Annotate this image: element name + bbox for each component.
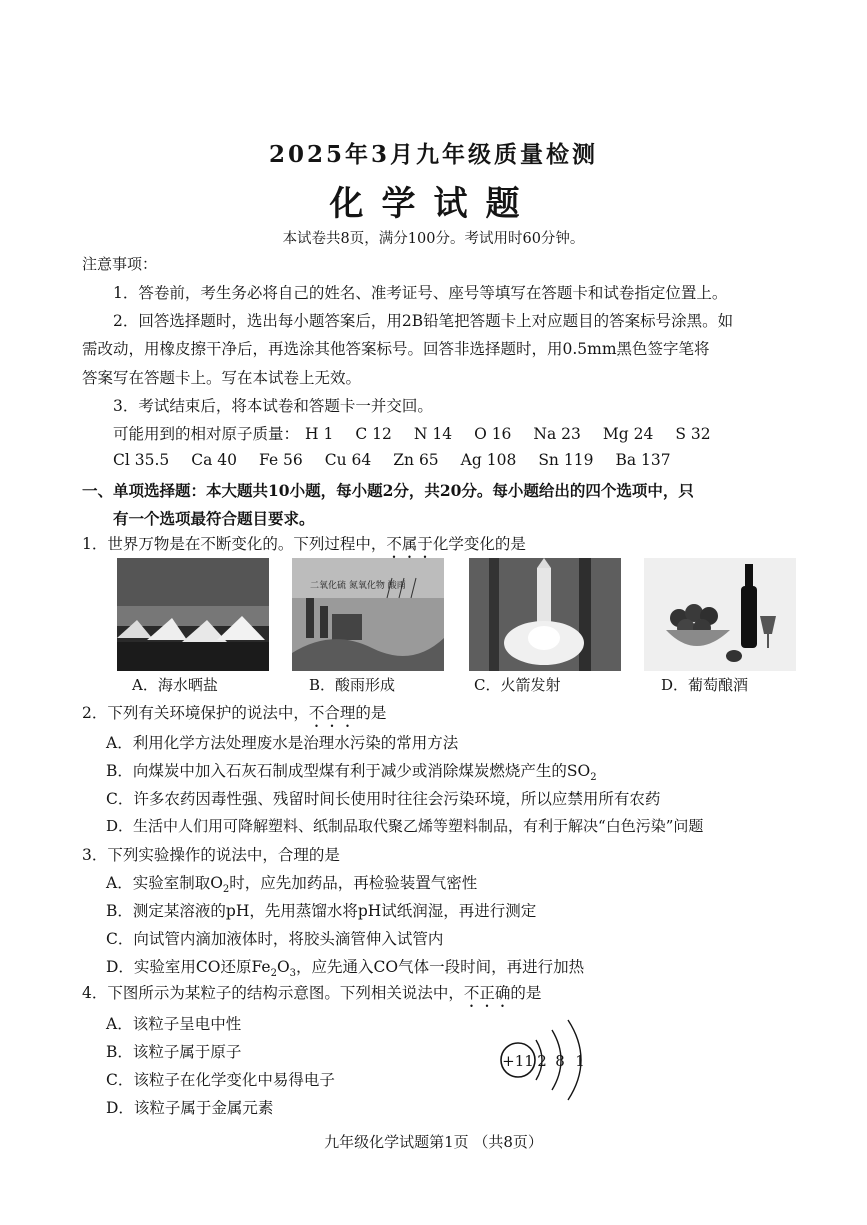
q4-option-d: D．该粒子属于金属元素 (106, 1099, 274, 1117)
atomic-mass: Zn 65 (393, 451, 439, 469)
notice-item-2-line-3: 答案写在答题卡上。写在本试卷上无效。 (82, 369, 362, 387)
q2-option-b-text: B．向煤炭中加入石灰石制成型煤有利于减少或消除煤炭燃烧产生的SO (106, 762, 591, 780)
q2-option-c: C．许多农药因毒性强、残留时间长使用时往往会污染环境，所以应禁用所有农药 (106, 790, 661, 808)
question-3-stem: 3．下列实验操作的说法中，合理的是 (82, 846, 340, 864)
atomic-masses-label: 可能用到的相对原子质量： (113, 425, 300, 443)
section-1-heading-cont: 有一个选项最符合题目要求。 (113, 509, 315, 528)
q1-option-d: D．葡萄酿酒 (661, 676, 749, 694)
shell-3-electrons: 1 (575, 1052, 585, 1070)
atom-structure-diagram (492, 1012, 602, 1112)
atomic-mass: Fe 56 (259, 451, 303, 469)
q2-stem-start: 2．下列有关环境保护的说法中， (82, 704, 309, 722)
q4-option-c: C．该粒子在化学变化中易得电子 (106, 1071, 335, 1089)
q4-stem-end: 的是 (510, 984, 542, 1002)
q3-option-d-subscript-1: 2 (270, 968, 277, 980)
notice-heading: 注意事项： (82, 255, 158, 273)
atomic-masses-row-1 (113, 422, 733, 444)
q4-option-b: B．该粒子属于原子 (106, 1043, 242, 1061)
q1-stem-end: 化学变化的是 (432, 535, 526, 553)
notice-item-3: 3．考试结束后，将本试卷和答题卡一并交回。 (113, 397, 433, 415)
q3-option-b: B．测定某溶液的pH，先用蒸馏水将pH试纸润湿，再进行测定 (106, 902, 537, 920)
shell-2-electrons: 8 (555, 1052, 565, 1070)
q2-option-a: A．利用化学方法处理废水是治理水污染的常用方法 (106, 734, 459, 752)
rocket-launch-image (469, 558, 621, 671)
acid-rain-image-caption: 二氧化硫 氮氧化物 酸雨 (310, 581, 406, 591)
q1-option-b: B．酸雨形成 (309, 676, 396, 694)
acid-rain-image (292, 558, 444, 671)
q3-option-a-subscript: 2 (222, 884, 230, 896)
section-1-heading: 一、单项选择题：本大题共10小题，每小题2分，共20分。每小题给出的四个选项中，只 (82, 481, 694, 500)
q3-option-d-end: ，应先通入CO气体一段时间，再进行加热 (296, 958, 585, 976)
q2-stem-end: 的是 (355, 704, 387, 722)
exam-title: 2025年3月九年级质量检测 (268, 141, 599, 168)
nucleus-charge: +11 (502, 1052, 534, 1070)
atomic-mass: Ag 108 (460, 451, 517, 469)
notice-item-2-line-1: 2．回答选择题时，选出每小题答案后，用2B铅笔把答题卡上对应题目的答案标号涂黑。如 (113, 312, 734, 330)
q4-option-a: A．该粒子呈电中性 (106, 1015, 242, 1033)
q4-stem-start: 4．下图所示为某粒子的结构示意图。下列相关说法中， (82, 984, 464, 1002)
q2-option-b-subscript: 2 (590, 772, 597, 784)
notice-item-1: 1．答卷前，考生务必将自己的姓名、准考证号、座号等填写在答题卡和试卷指定位置上。 (113, 284, 728, 302)
atomic-mass: Cu 64 (324, 451, 372, 469)
q3-option-c: C．向试管内滴加液体时，将胶头滴管伸入试管内 (106, 930, 444, 948)
atomic-mass: Cl 35.5 (113, 451, 170, 469)
atomic-mass: Ba 137 (615, 451, 671, 469)
q1-stem-emphasis: 不属于 (386, 535, 433, 553)
atomic-mass: O 16 (474, 425, 512, 443)
atomic-mass: Ca 40 (191, 451, 238, 469)
atomic-mass: Sn 119 (538, 451, 594, 469)
q1-option-a: A．海水晒盐 (132, 676, 218, 694)
atomic-mass: Mg 24 (602, 425, 654, 443)
notice-item-2-line-2: 需改动，用橡皮擦干净后，再选涂其他答案标号。回答非选择题时，用0.5mm黑色签字笔将 (82, 340, 710, 358)
subject-title: 化学试题 (329, 184, 538, 224)
q3-option-a-end: 时，应先加药品，再检验装置气密性 (229, 874, 478, 892)
q3-option-d (106, 955, 584, 979)
question-4-stem (82, 981, 541, 1011)
atomic-mass: S 32 (675, 425, 711, 443)
atomic-mass: N 14 (413, 425, 453, 443)
page-footer: 九年级化学试题第1页 （共8页） (324, 1133, 543, 1151)
q2-option-d: D．生活中人们用可降解塑料、纸制品取代聚乙烯等塑料制品，有利于解决“白色污染”问题 (106, 817, 704, 835)
wine-grapes-image (644, 558, 796, 671)
q3-option-a-start: A．实验室制取O (106, 874, 223, 892)
atomic-mass: Na 23 (533, 425, 581, 443)
q4-stem-emphasis: 不正确 (463, 984, 511, 1002)
question-2-stem (82, 701, 386, 731)
atomic-mass: H 1 (305, 425, 334, 443)
q1-stem-start: 1．世界万物是在不断变化的。下列过程中， (82, 535, 387, 553)
q1-option-c: C．火箭发射 (474, 676, 561, 694)
exam-info: 本试卷共8页，满分100分。考试用时60分钟。 (282, 231, 585, 247)
atomic-mass: C 12 (355, 425, 392, 443)
shell-1-electrons: 2 (537, 1052, 547, 1070)
q3-option-d-subscript-2: 3 (289, 968, 297, 980)
q3-option-d-start: D．实验室用CO还原Fe (106, 958, 271, 976)
q3-option-a (106, 871, 477, 895)
q3-option-d-mid: O (276, 958, 290, 976)
atomic-masses-row-2 (113, 451, 693, 469)
sea-salt-image (117, 558, 269, 671)
q2-stem-emphasis: 不合理 (308, 704, 356, 722)
q2-option-b (106, 759, 597, 783)
